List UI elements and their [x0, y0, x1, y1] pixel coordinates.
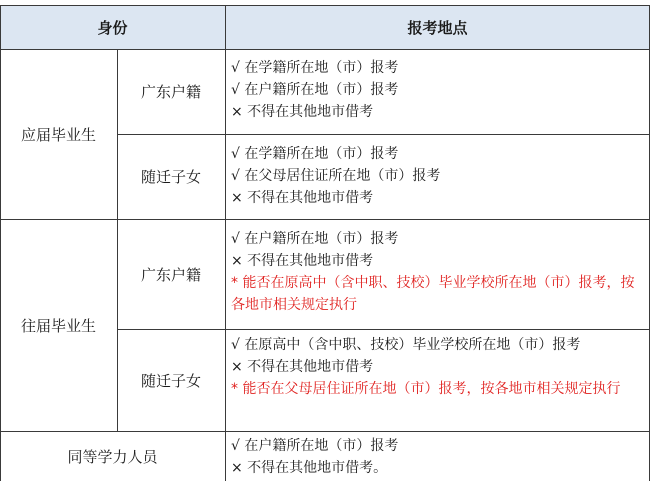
border-top [0, 5, 650, 6]
border-row [117, 329, 650, 330]
group-label-current-graduates: 应届毕业生 [20, 125, 96, 144]
header-exam-location: 报考地点 [225, 5, 650, 49]
group-label-past-graduates: 往届毕业生 [20, 316, 96, 335]
border-col [225, 5, 226, 481]
sub-label-past-guangdong: 广东户籍 [140, 265, 201, 284]
rule-line: √ 在户籍所在地（市）报考 [231, 82, 399, 98]
rule-line: √ 在学籍所在地（市）报考 [231, 60, 399, 76]
rules-past-guangdong [225, 226, 650, 329]
border-row [117, 134, 650, 135]
rule-line: × 不得在其他地市借考 [231, 190, 374, 206]
rules-equivalent [225, 433, 650, 481]
border-header-bottom [0, 49, 650, 50]
border-row [0, 219, 650, 220]
header-identity: 身份 [0, 5, 225, 49]
sub-label-current-guangdong: 广东户籍 [140, 83, 201, 101]
border-row [0, 431, 650, 432]
rule-note: * 能否在父母居住证所在地（市）报考，按各地市相关规定执行 [231, 381, 621, 397]
rule-note: * 能否在原高中（含中职、技校）毕业学校所在地（市）报考，按各地市相关规定执行 [231, 275, 635, 313]
rule-line: × 不得在其他地市借考 [231, 253, 374, 269]
rule-line: √ 在父母居住证所在地（市）报考 [231, 168, 441, 184]
rule-line: × 不得在其他地市借考 [231, 104, 374, 120]
rule-line: √ 在原高中（含中职、技校）毕业学校所在地（市）报考 [231, 337, 581, 353]
border-col [117, 49, 118, 431]
sub-label-current-migrant: 随迁子女 [140, 168, 201, 186]
sub-label-past-migrant: 随迁子女 [140, 371, 201, 390]
rule-line: √ 在户籍所在地（市）报考 [231, 438, 399, 454]
group-label-equivalent: 同等学力人员 [67, 447, 158, 466]
rules-past-migrant [225, 332, 650, 431]
rules-current-guangdong [225, 55, 650, 134]
rules-current-migrant [225, 141, 650, 219]
rule-line: √ 在学籍所在地（市）报考 [231, 146, 399, 162]
border-left [0, 5, 1, 481]
rule-line: × 不得在其他地市借考 [231, 359, 374, 375]
rule-line: × 不得在其他地市借考。 [231, 460, 388, 476]
rule-line: √ 在户籍所在地（市）报考 [231, 231, 399, 247]
